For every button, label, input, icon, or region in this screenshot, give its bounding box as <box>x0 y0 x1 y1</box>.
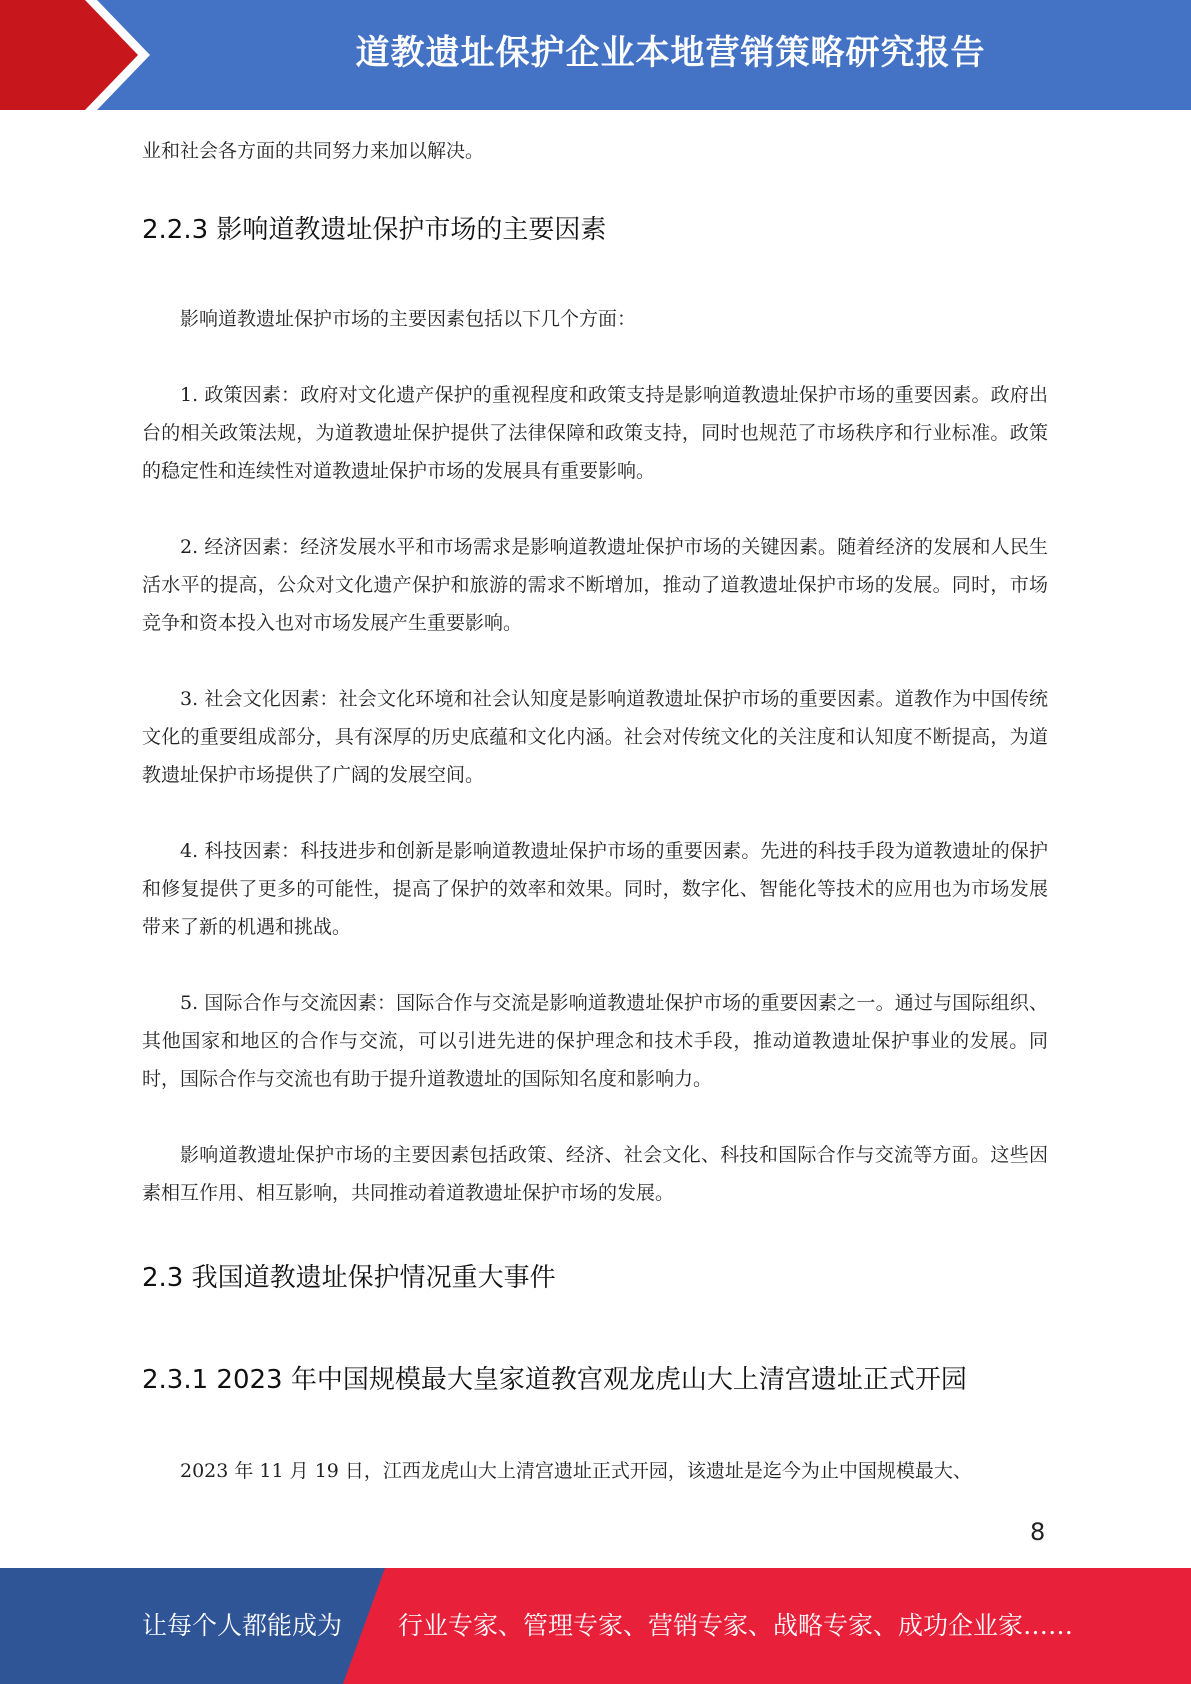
footer-slogan-right: 行业专家、管理专家、营销专家、战略专家、成功企业家…… <box>398 1611 1074 1640</box>
section-heading-2-2-3: 2.2.3 影响道教遗址保护市场的主要因素 <box>142 215 607 245</box>
footer-slogan-left: 让每个人都能成为 <box>142 1611 343 1640</box>
paragraph-economic-factor: 2. 经济因素：经济发展水平和市场需求是影响道教遗址保护市场的关键因素。随着经济的发展和人民生活水平的提高，公众对文化遗产保护和旅游的需求不断增加，推动了道教遗址保护市场的发展。同时，市场竞争和资本投入也对市场发展产生重要影响。 <box>142 536 1048 634</box>
paragraph-technology-factor: 4. 科技因素：科技进步和创新是影响道教遗址保护市场的重要因素。先进的科技手段为道教遗址的保护和修复提供了更多的可能性，提高了保护的效率和效果。同时，数字化、智能化等技术的应用也为市场发展带来了新的机遇和挑战。 <box>142 840 1048 938</box>
section-heading-2-3: 2.3 我国道教遗址保护情况重大事件 <box>142 1263 556 1293</box>
paragraph-policy-factor: 1. 政策因素：政府对文化遗产保护的重视程度和政策支持是影响道教遗址保护市场的重要因素。政府出台的相关政策法规，为道教遗址保护提供了法律保障和政策支持，同时也规范了市场秩序和行业标准。政策的稳定性和连续性对道教遗址保护市场的发展具有重要影响。 <box>142 384 1048 482</box>
page-number: 8 <box>1030 1518 1046 1546</box>
paragraph-event-intro: 2023 年 11 月 19 日，江西龙虎山大上清宫遗址正式开园，该遗址是迄今为止中国规模最大、 <box>180 1460 972 1482</box>
document-body <box>142 132 1048 1490</box>
section-heading-2-3-1: 2.3.1 2023 年中国规模最大皇家道教宫观龙虎山大上清宫遗址正式开园 <box>142 1365 967 1395</box>
page-header <box>0 0 1191 110</box>
paragraph-social-culture-factor: 3. 社会文化因素：社会文化环境和社会认知度是影响道教遗址保护市场的重要因素。道教作为中国传统文化的重要组成部分，具有深厚的历史底蕴和文化内涵。社会对传统文化的关注度和认知度不断提高，为道教遗址保护市场提供了广阔的发展空间。 <box>142 688 1048 786</box>
paragraph-intro: 影响道教遗址保护市场的主要因素包括以下几个方面： <box>180 308 637 330</box>
paragraph-summary: 影响道教遗址保护市场的主要因素包括政策、经济、社会文化、科技和国际合作与交流等方面。这些因素相互作用、相互影响，共同推动着道教遗址保护市场的发展。 <box>142 1144 1048 1204</box>
paragraph-international-factor: 5. 国际合作与交流因素：国际合作与交流是影响道教遗址保护市场的重要因素之一。通过与国际组织、其他国家和地区的合作与交流，可以引进先进的保护理念和技术手段，推动道教遗址保护事业的发展。同时，国际合作与交流也有助于提升道教遗址的国际知名度和影响力。 <box>142 992 1048 1090</box>
paragraph-continuation: 业和社会各方面的共同努力来加以解决。 <box>142 140 485 162</box>
page-footer <box>0 1568 1191 1684</box>
document-title: 道教遗址保护企业本地营销策略研究报告 <box>355 33 986 73</box>
red-chevron-icon <box>0 0 150 110</box>
